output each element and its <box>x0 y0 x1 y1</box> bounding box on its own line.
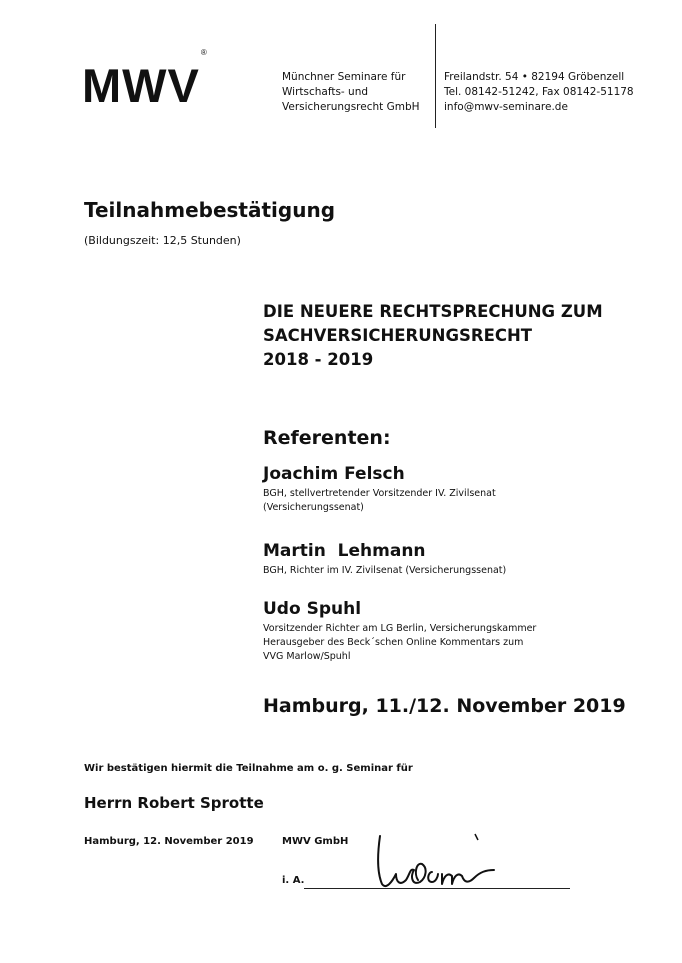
education-hours: (Bildungszeit: 12,5 Stunden) <box>84 234 241 247</box>
confirmation-text: Wir bestätigen hiermit die Teilnahme am o. g. Seminar für <box>84 763 413 774</box>
referent-desc-line: BGH, stellvertretender Vorsitzender IV. Zivilsenat <box>263 488 496 499</box>
referent-desc-line: Vorsitzender Richter am LG Berlin, Versicherungskammer <box>263 623 537 634</box>
referent-name: Martin Lehmann <box>263 541 426 561</box>
referent-desc-line: Herausgeber des Beck´schen Online Kommentars zum <box>263 637 524 648</box>
company-line: Wirtschafts- und <box>282 86 369 98</box>
address: Freilandstr. 54 • 82194 Gröbenzell <box>444 71 625 83</box>
seminar-title-line: DIE NEUERE RECHTSPRECHUNG ZUM <box>263 302 603 321</box>
referent-description <box>263 487 496 515</box>
letterhead-divider <box>435 24 436 128</box>
signature-ia: i. A. <box>282 875 305 886</box>
registered-mark: ® <box>200 48 208 58</box>
referent-name: Udo Spuhl <box>263 599 362 619</box>
signature-company: MWV GmbH <box>282 836 349 847</box>
phone-fax: Tel. 08142-51242, Fax 08142-51178 <box>444 86 634 98</box>
company-logo: MWV® <box>82 48 208 112</box>
handwritten-signature <box>370 830 520 892</box>
document-title: Teilnahmebestätigung <box>84 198 336 222</box>
referent-desc-line: VVG Marlow/Spuhl <box>263 651 351 662</box>
referents-heading: Referenten: <box>263 427 391 449</box>
referent-desc-line: (Versicherungssenat) <box>263 502 364 513</box>
referent-name: Joachim Felsch <box>263 464 405 484</box>
seminar-title-line: SACHVERSICHERUNGSRECHT <box>263 326 533 345</box>
contact-info <box>444 70 634 115</box>
seminar-title-line: 2018 - 2019 <box>263 350 374 369</box>
signature-place-date: Hamburg, 12. November 2019 <box>84 836 254 847</box>
venue-date: Hamburg, 11./12. November 2019 <box>263 695 626 717</box>
referent-desc-line: BGH, Richter im IV. Zivilsenat (Versicherungssenat) <box>263 565 507 576</box>
seminar-title <box>263 300 603 372</box>
referent-description <box>263 564 506 578</box>
participant-name: Herrn Robert Sprotte <box>84 794 264 812</box>
company-line: Münchner Seminare für <box>282 71 406 83</box>
referent-description <box>263 622 536 664</box>
company-line: Versicherungsrecht GmbH <box>282 101 420 113</box>
company-name <box>282 70 420 115</box>
email: info@mwv-seminare.de <box>444 101 568 113</box>
